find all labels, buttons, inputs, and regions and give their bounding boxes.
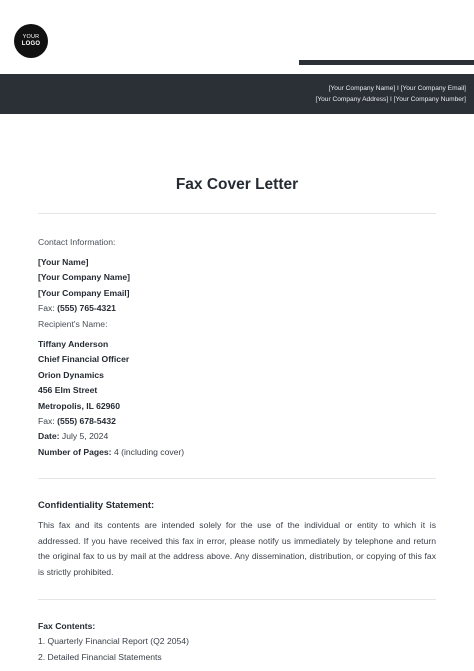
confidentiality-text: This fax and its contents are intended solely for the use of the individual or entity to which it is addressed. If you have received this fax in error, please notify us immediately by telephone and return the original fax to us by mail at the address above. Any dissemination, distribution, or copying of this fax is strictly prohibited. [38, 520, 436, 577]
fax-contents [38, 619, 438, 665]
recipient-fax-row [38, 414, 438, 429]
sender-fax-value: (555) 765-4321 [57, 303, 116, 314]
sender-name: [Your Name] [38, 257, 89, 267]
recipient-fax-value: (555) 678-5432 [57, 416, 116, 427]
sender-fax-row [38, 301, 438, 316]
recipient-company: Orion Dynamics [38, 369, 104, 380]
contact-heading: Contact Information: [38, 237, 116, 247]
date-label: Date: [38, 431, 60, 442]
sender-email: [Your Company Email] [38, 287, 130, 298]
recipient-city: Metropolis, IL 62960 [38, 400, 120, 411]
fax-contents-heading: Fax Contents: [38, 621, 96, 631]
pages-value: 4 (including cover) [113, 446, 185, 457]
header-band [0, 74, 474, 114]
pages-label: Number of Pages: [38, 446, 112, 457]
company-address-number: [Your Company Address] I [Your Company Number] [315, 96, 466, 103]
recipient-fax-label: Fax: [38, 416, 55, 427]
company-name-email: [Your Company Name] I [Your Company Email] [328, 85, 466, 92]
divider-bottom [38, 599, 436, 600]
date-value: July 5, 2024 [61, 431, 109, 442]
document-title: Fax Cover Letter [175, 176, 299, 193]
recipient-title: Chief Financial Officer [38, 354, 130, 365]
logo-text-line2: LOGO [21, 40, 41, 47]
recipient-street: 456 Elm Street [38, 385, 98, 396]
fax-contents-item: 1. Quarterly Financial Report (Q2 2054) [38, 636, 189, 647]
date-row [38, 429, 438, 444]
contact-information [38, 235, 438, 250]
recipient-heading: Recipient's Name: [38, 318, 108, 329]
header-accent-bar [299, 60, 474, 65]
company-contact-lines [315, 83, 466, 105]
sender-fax-label: Fax: [38, 303, 55, 314]
sender-company: [Your Company Name] [38, 272, 130, 283]
fax-contents-item: 2. Detailed Financial Statements [38, 651, 162, 662]
pages-row [38, 445, 438, 460]
sender-details [38, 255, 438, 332]
confidentiality-heading: Confidentiality Statement: [38, 499, 155, 510]
logo-text-line1: YOUR [22, 33, 40, 40]
divider-middle [38, 478, 436, 479]
recipient-name: Tiffany Anderson [38, 339, 109, 349]
recipient-details [38, 337, 438, 460]
company-logo [14, 24, 48, 58]
divider-top [38, 213, 436, 214]
